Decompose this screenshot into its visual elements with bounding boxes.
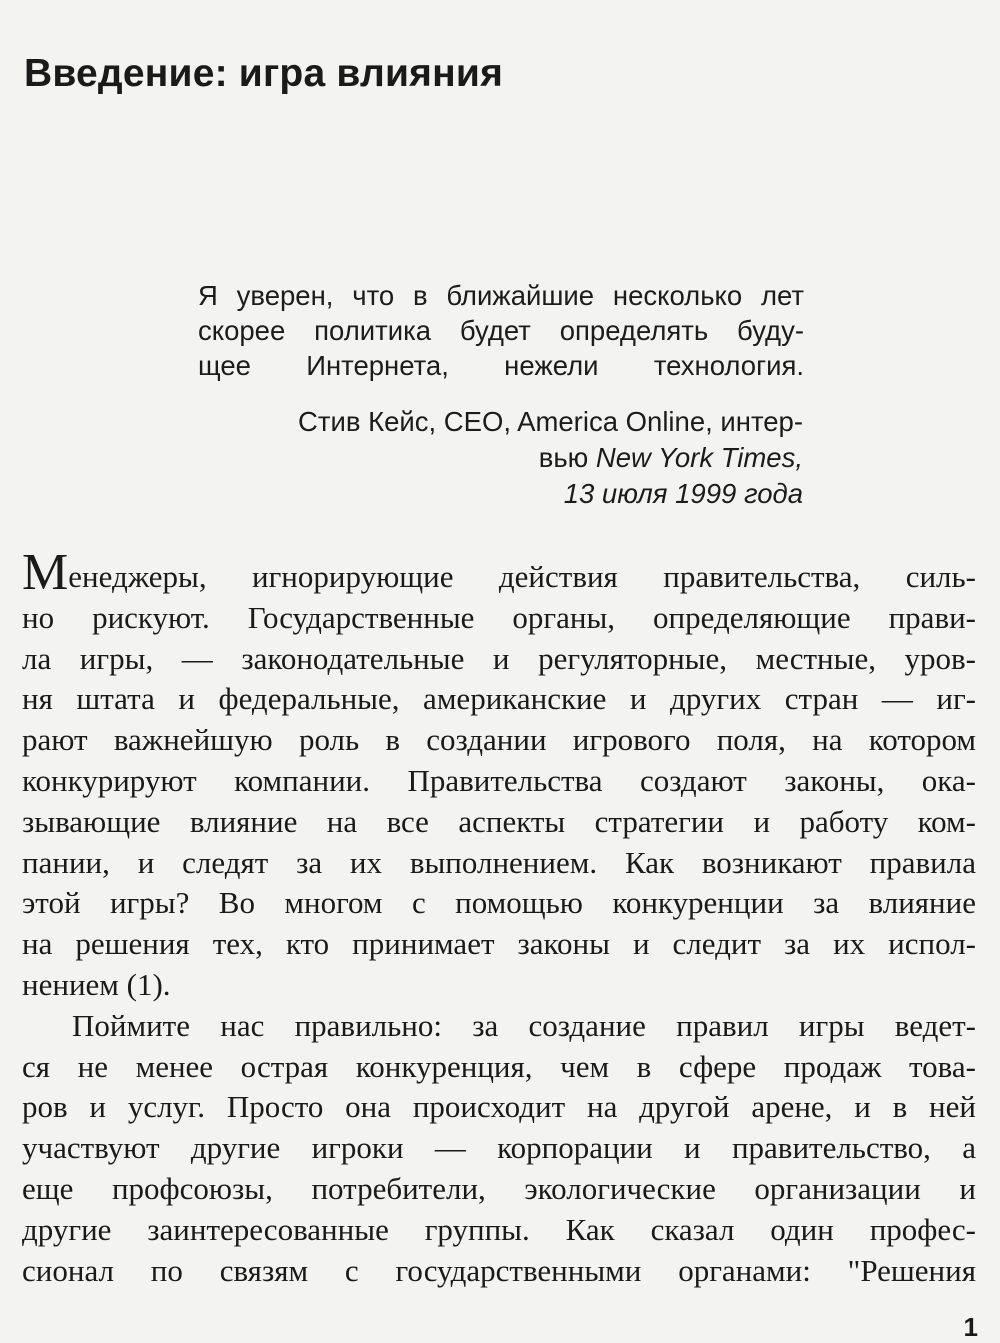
epigraph-line: щее Интернета, нежели технология. <box>198 350 804 381</box>
text-line: Поймите нас правильно: за создание правил игры ведет- <box>72 1007 976 1043</box>
drop-cap: М <box>22 544 69 601</box>
text-line: сионал по связям с государственными органами: "Решения <box>22 1252 976 1288</box>
text-line: еще профсоюзы, потребители, экологические организации и <box>22 1170 976 1206</box>
text-line: пании, и следят за их выполнением. Как возникают правила <box>22 844 976 880</box>
text-line: ла игры, — законодательные и регуляторные, местные, уров- <box>22 640 976 676</box>
page-number: 1 <box>963 1312 978 1342</box>
body-text <box>22 544 976 1291</box>
text-line: Менеджеры, игнорирующие действия правительства, силь- <box>22 544 976 601</box>
text-line: ня штата и федеральные, американские и других стран — иг- <box>22 681 976 717</box>
epigraph-line: Я уверен, что в ближайшие несколько лет <box>198 280 804 311</box>
text-line: ся не менее острая конкуренция, чем в сфере продаж това- <box>22 1048 976 1084</box>
paragraph-2 <box>22 1006 976 1292</box>
attribution-prefix: вью <box>538 442 596 473</box>
text-line: этой игры? Во многом с помощью конкуренции за влияние <box>22 885 976 921</box>
text-line: конкурируют компании. Правительства создают законы, ока- <box>22 762 976 798</box>
text-line: другие заинтересованные группы. Как сказал один профес- <box>22 1211 976 1247</box>
attribution-line <box>298 440 803 476</box>
text-line: на решения тех, кто принимает законы и следит за их испол- <box>22 926 976 962</box>
text-line: ров и услуг. Просто она происходит на другой арене, и в ней <box>22 1089 976 1125</box>
text-line: но рискуют. Государственные органы, определяющие прави- <box>22 599 976 635</box>
text-line: участвуют другие игроки — корпорации и правительство, а <box>22 1130 976 1166</box>
text-line: рают важнейшую роль в создании игрового поля, на котором <box>22 722 976 758</box>
paragraph-1 <box>22 544 976 1006</box>
epigraph-quote <box>198 278 818 383</box>
publication-name: New York Times, <box>595 442 803 473</box>
chapter-heading: Введение: игра влияния <box>24 52 504 95</box>
attribution-line: Стив Кейс, CEO, America Online, интер- <box>298 406 803 437</box>
text-line: зывающие влияние на все аспекты стратегии и работу ком- <box>22 803 976 839</box>
text-line: нением (1). <box>22 966 171 1002</box>
attribution-date: 13 июля 1999 года <box>563 478 803 509</box>
epigraph-line: скорее политика будет определять буду- <box>198 315 804 346</box>
epigraph-attribution <box>298 404 803 512</box>
